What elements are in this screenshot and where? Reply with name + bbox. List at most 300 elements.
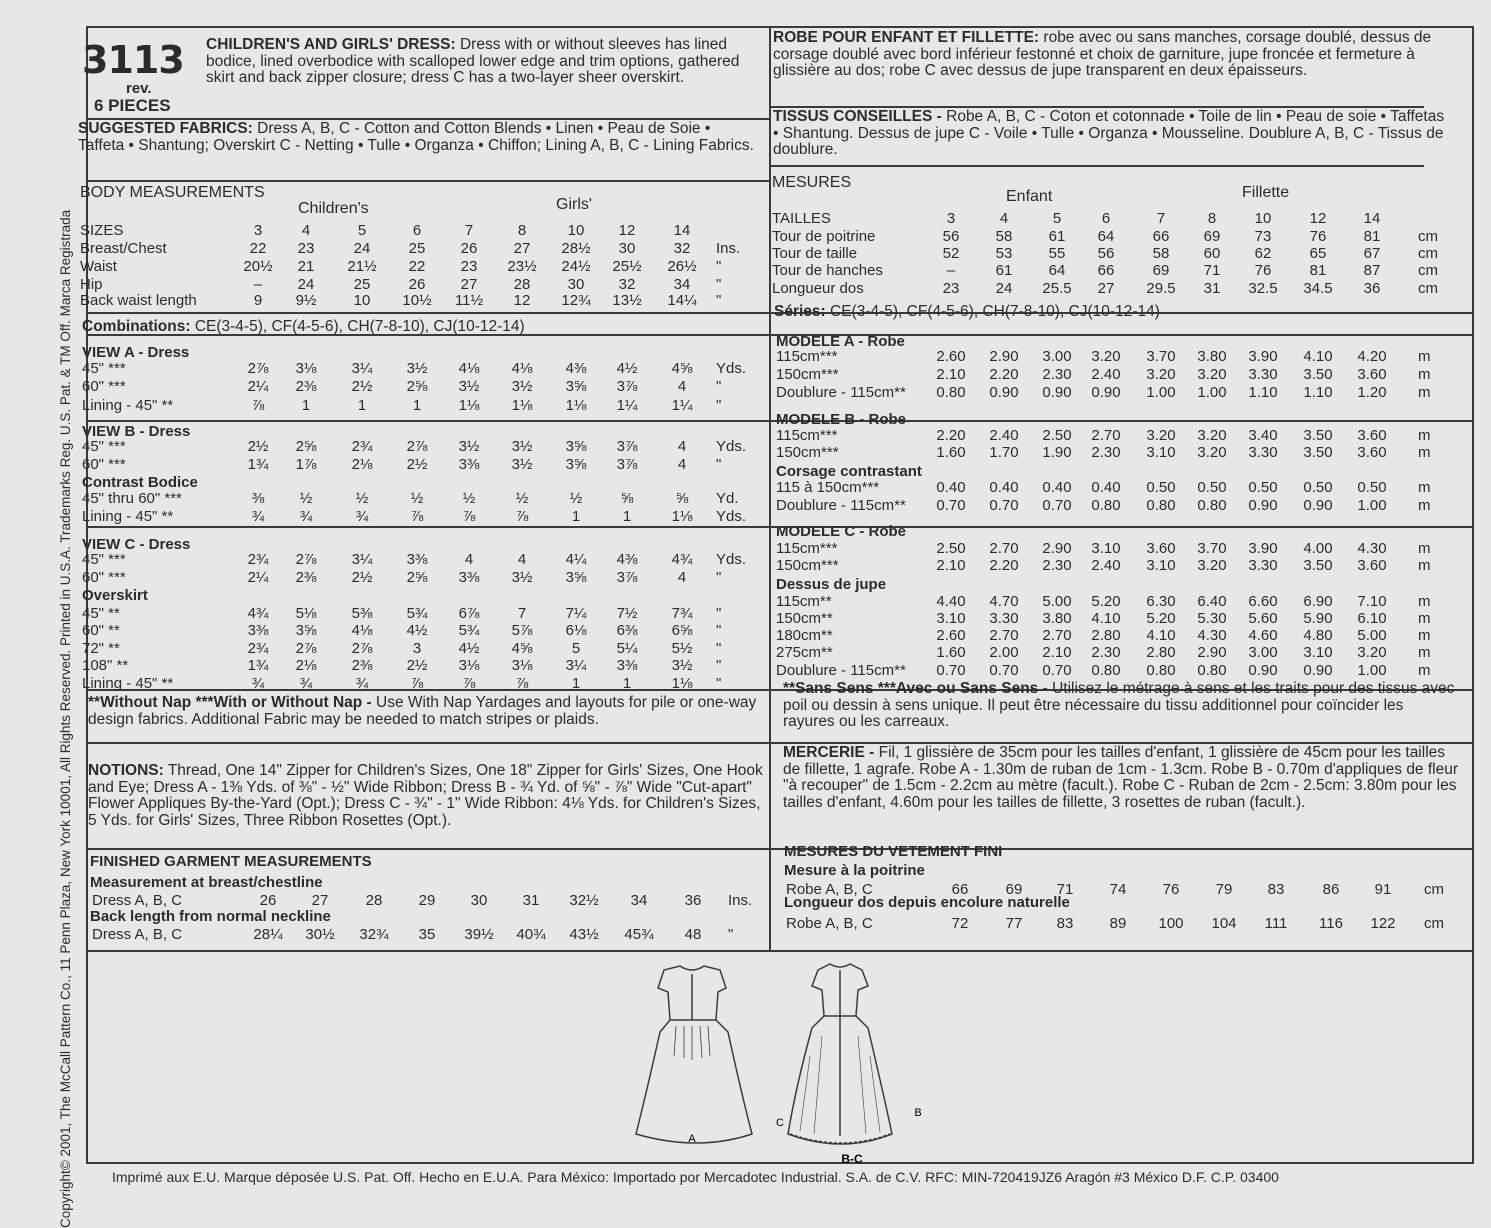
fr-yardage-row-label: Doublure - 115cm** [776, 662, 906, 679]
en-finished-cell: 28 [365, 892, 383, 909]
en-yardage-cell: 1 [622, 508, 632, 525]
fr-measure-title: MESURES [772, 174, 852, 191]
en-yardage-cell: 4⅝ [511, 640, 533, 657]
en-yardage-cell: 2⅜ [295, 569, 317, 586]
en-measure-cell: 10 [353, 292, 371, 309]
fr-title: ROBE POUR ENFANT ET FILLETTE: [773, 29, 1040, 46]
en-yardage-cell: 7 [517, 605, 527, 622]
en-yardage-cell: 3 [412, 640, 422, 657]
en-yardage-cell: 2¼ [247, 378, 269, 395]
en-measure-cell: 12 [513, 292, 531, 309]
fr-measure-cell: 81 [1363, 228, 1381, 245]
fr-measure-row [0, 245, 1480, 262]
en-yardage-row-label: Contrast Bodice [82, 474, 198, 491]
fr-yardage-cell: 0.80 [1197, 497, 1227, 514]
en-yardage-cell: ½ [462, 490, 476, 507]
fr-yardage-cell: 1.00 [1197, 384, 1227, 401]
en-yardage-cell: 2¾ [351, 438, 373, 455]
fr-yardage-cell: 4.00 [1303, 540, 1333, 557]
en-yardage-cell: ⅞ [410, 675, 424, 692]
en-yardage-cell: 1⅛ [565, 397, 587, 414]
en-yardage-row-label: 45" *** [82, 551, 126, 568]
en-finished-cell: 39½ [464, 926, 494, 943]
en-yardage-cell: 3½ [511, 456, 533, 473]
fr-yardage-unit: m [1418, 610, 1431, 627]
fr-yardage-cell: 3.40 [1248, 427, 1278, 444]
fr-yardage-cell: 2.80 [1091, 627, 1121, 644]
en-group-girls: Girls' [556, 196, 592, 213]
en-measure-cell: 11½ [454, 292, 484, 309]
en-yardage-cell: 1¼ [671, 397, 693, 414]
fr-yardage-cell: 2.20 [936, 427, 966, 444]
en-measure-cell: 24 [297, 276, 315, 293]
fr-yardage-cell: 4.10 [1303, 348, 1333, 365]
fr-notions-text: Fil, 1 glissière de 35cm pour les tailles d'enfant, 1 glissière de 45cm pour les tailles de fillette, 1 agrafe. Robe A - 1.30m de ruban de 1cm - 1.3cm. Robe B - 0.70m d'appliques de fleur "à recouper" de 1.5cm - 2.2cm au mètre (facult.). Robe C - Ruban de 2cm - 2.5cm: 3.80m pour les tailles d'enfant, 4.60m pour les tailles de fillette, 3 rosettes de ruban (facult.). [783, 744, 1459, 811]
en-yardage-cell: ¾ [251, 508, 265, 525]
en-yardage-cell: 4⅜ [616, 551, 638, 568]
fr-yardage-cell: 0.50 [1197, 479, 1227, 496]
fr-desc: robe avec ou sans manches, corsage doublé, dessus de corsage doublé avec bord inférieur festonné et choix de garniture, jupe froncée et fermeture à glissière au dos; robe C avec dessus de jupe transparent en deux épaisseurs. [773, 29, 1432, 79]
fr-yardage-cell: 5.20 [1091, 593, 1121, 610]
en-notions [88, 763, 764, 829]
en-nap-label: **Without Nap ***With or Without Nap - [88, 694, 372, 711]
en-measure-cell: 10 [567, 222, 585, 239]
en-measure-cell: 3 [253, 222, 263, 239]
fr-yardage-unit: m [1418, 627, 1431, 644]
en-yardage-cell: 1¾ [247, 657, 269, 674]
en-measure-row-label: Back waist length [80, 292, 197, 309]
fr-yardage-cell: 3.80 [1042, 610, 1072, 627]
fr-nap-label: **Sans Sens ***Avec ou Sans Sens - [783, 680, 1048, 697]
en-measure-title: BODY MEASUREMENTS [80, 184, 265, 201]
en-measure-cell: 10½ [402, 292, 432, 309]
fr-measure-row-label: Tour de poitrine [772, 228, 876, 245]
en-measure-cell: 14¼ [667, 292, 697, 309]
fr-yardage-cell: 3.90 [1248, 540, 1278, 557]
fr-yardage-row [0, 444, 1480, 461]
en-finished-cell: 36 [684, 892, 702, 909]
fr-measure-row [0, 210, 1480, 227]
en-measure-cell: 9 [253, 292, 263, 309]
en-fabrics [78, 121, 758, 154]
fr-yardage-row-label: 150cm** [776, 610, 833, 627]
fr-measure-unit: cm [1418, 228, 1438, 245]
en-finished-cell: 45¾ [624, 926, 654, 943]
fr-yardage-cell: 3.50 [1303, 366, 1333, 383]
en-yardage-cell: ⅞ [251, 397, 265, 414]
fr-fabrics-text: Robe A, B, C - Coton et cotonnade • Toile de lin • Peau de soie • Taffetas • Shantung. Dessus de jupe C - Voile • Tulle • Organza • Mousseline. Doublure A, B, C - Tissus de doublure. [773, 108, 1445, 158]
en-yardage-cell: 2⅛ [351, 456, 373, 473]
en-yardage-unit: " [716, 456, 722, 473]
pieces-label: 6 PIECES [94, 96, 171, 115]
en-measure-cell: 26½ [667, 258, 697, 275]
en-yardage-cell: 3⅜ [458, 456, 480, 473]
fr-yardage-cell: 3.30 [1248, 366, 1278, 383]
en-yardage-cell: 2¾ [247, 640, 269, 657]
en-yardage-cell: 1 [301, 397, 311, 414]
fr-yardage-unit: m [1418, 644, 1431, 661]
en-yardage-cell: 3½ [511, 569, 533, 586]
fr-finished-title: MESURES DU VETEMENT FINI [784, 843, 1003, 860]
en-measure-cell: 28 [513, 276, 531, 293]
fr-measure-cell: 25.5 [1042, 280, 1072, 297]
en-measure-cell: 25 [353, 276, 371, 293]
en-combinations [82, 318, 525, 335]
en-yardage-row-label: Lining - 45" ** [82, 675, 174, 692]
en-measure-row-label: Waist [80, 258, 117, 275]
fr-measure-unit: cm [1418, 262, 1438, 279]
en-measure-cell: 21½ [347, 258, 377, 275]
fr-measure-cell: 64 [1097, 228, 1115, 245]
en-yardage-cell: 7¾ [671, 605, 693, 622]
en-measure-unit: " [716, 258, 722, 275]
fr-measure-cell: 29.5 [1146, 280, 1176, 297]
fr-measure-cell: 5 [1052, 210, 1062, 227]
fr-finished-cell: 69 [1005, 881, 1023, 898]
en-finished-cell: 30½ [305, 926, 335, 943]
en-yardage-row-label: 45" ** [82, 605, 120, 622]
en-finished-row-label: Dress A, B, C [92, 892, 183, 909]
fr-yardage-unit: m [1418, 348, 1431, 365]
fr-measure-cell: 34.5 [1303, 280, 1333, 297]
fr-finished-row-label: Robe A, B, C [786, 915, 873, 932]
en-measure-cell: 32 [618, 276, 636, 293]
fr-finished-cell: 77 [1005, 915, 1023, 932]
fr-measure-cell: 7 [1156, 210, 1166, 227]
fr-finished-cell: 89 [1109, 915, 1127, 932]
label-c: C [776, 1117, 784, 1129]
fr-yardage-unit: m [1418, 366, 1431, 383]
fr-yardage-cell: 3.30 [1248, 444, 1278, 461]
fr-yardage-cell: 3.50 [1303, 444, 1333, 461]
fr-yardage-cell: 2.60 [936, 627, 966, 644]
fr-yardage-cell: 5.60 [1248, 610, 1278, 627]
en-yardage-cell: ½ [515, 490, 529, 507]
en-yardage-cell: 4 [677, 378, 687, 395]
en-measure-cell: 25 [408, 240, 426, 257]
fr-yardage-row-label: 150cm*** [776, 557, 839, 574]
fr-yardage-cell: 3.10 [1146, 444, 1176, 461]
en-finished-cell: 40¾ [516, 926, 546, 943]
fr-finished-cell: 76 [1162, 881, 1180, 898]
fr-yardage-cell: 2.30 [1042, 366, 1072, 383]
fr-notions-label: MERCERIE - [783, 744, 875, 761]
fr-yardage-cell: 1.10 [1303, 384, 1333, 401]
fr-yardage-row [0, 662, 1480, 679]
en-yardage-cell: 5 [571, 640, 581, 657]
fr-finished-cell: 100 [1158, 915, 1184, 932]
en-yardage-cell: 3⅛ [295, 360, 317, 377]
fr-yardage-unit: m [1418, 557, 1431, 574]
fr-measure-cell: 56 [1097, 245, 1115, 262]
en-yardage-cell: 6⅝ [671, 622, 693, 639]
en-nap [88, 695, 758, 728]
fr-measure-cell: 66 [1097, 262, 1115, 279]
fr-yardage-cell: 0.90 [1248, 497, 1278, 514]
fr-yardage-cell: 3.30 [1248, 557, 1278, 574]
en-finished-cell: 26 [259, 892, 277, 909]
fr-yardage-cell: 3.60 [1357, 427, 1387, 444]
fr-yardage-cell: 3.70 [1197, 540, 1227, 557]
fr-yardage-cell: 1.60 [936, 444, 966, 461]
fr-yardage-cell: 2.50 [936, 540, 966, 557]
fr-yardage-cell: 2.30 [1042, 557, 1072, 574]
fr-yardage-cell: 2.40 [1091, 366, 1121, 383]
fr-finished-cell: 66 [951, 881, 969, 898]
en-fabrics-text: Dress A, B, C - Cotton and Cotton Blends • Linen • Peau de Soie • Taffeta • Shantung; Overskirt C - Netting • Tulle • Organza • Chiffon; Lining A, B, C - Lining Fabrics. [78, 120, 754, 154]
fr-yardage-cell: 0.70 [936, 497, 966, 514]
en-yardage-cell: 5¾ [458, 622, 480, 639]
en-measure-cell: 4 [301, 222, 311, 239]
fr-yardage-row [0, 557, 1480, 574]
en-notions-text: Thread, One 14" Zipper for Children's Sizes, One 18" Zipper for Girls' Sizes, One Hook and Eye; Dress A - 1⅜ Yds. of ⅜" - ½" Wide Ribbon; Dress B - ¾ Yd. of ⅝" - ⅞" Wide "Cut-apart" Flower Appliques By-the-Yard (Opt.); Dress C - ¾" - 1" Wide Ribbon: 4⅛ Yds. for Children's Sizes, 5 Yds. for Girls' Sizes, Three Ribbon Rosettes (Opt.). [88, 762, 763, 829]
fr-finished-cell: 111 [1264, 915, 1288, 932]
en-yardage-cell: 4½ [458, 640, 480, 657]
en-nap-text: Use With Nap Yardages and layouts for pile or one-way design fabrics. Additional Fabric may be needed to match stripes or plaids. [88, 694, 757, 728]
fr-description [773, 30, 1451, 80]
fr-yardage-row [0, 540, 1480, 557]
en-yardage-cell: 2⅝ [295, 438, 317, 455]
fr-yardage-cell: 6.60 [1248, 593, 1278, 610]
fr-finished-cell: 79 [1215, 881, 1233, 898]
fr-yardage-row-label: 180cm** [776, 627, 833, 644]
fr-measure-row [0, 228, 1480, 245]
en-yardage-cell: 3⅝ [565, 569, 587, 586]
en-yardage-cell: ¾ [299, 675, 313, 692]
fr-finished-cell: 72 [951, 915, 969, 932]
fr-yardage-cell: 6.90 [1303, 593, 1333, 610]
fr-yardage-cell: 1.20 [1357, 384, 1387, 401]
fr-fabrics [773, 109, 1453, 159]
fr-yardage-cell: 1.90 [1042, 444, 1072, 461]
en-yardage-cell: 5⅛ [295, 605, 317, 622]
fr-yardage-row [0, 497, 1480, 514]
en-yardage-cell: 5¼ [616, 640, 638, 657]
fr-yardage-cell: 2.70 [1091, 427, 1121, 444]
fr-finished-row-label: Robe A, B, C [786, 881, 873, 898]
fr-yardage-row-label: 115cm** [776, 593, 832, 610]
fr-yardage-cell: 3.90 [1248, 348, 1278, 365]
en-yardage-unit: " [716, 675, 722, 692]
en-finished-sub1: Measurement at breast/chestline [90, 874, 323, 891]
fr-yardage-cell: 3.10 [1091, 540, 1121, 557]
en-yardage-unit: Yds. [716, 438, 747, 455]
en-yardage-cell: ⅜ [251, 490, 265, 507]
fr-measure-cell: 69 [1152, 262, 1170, 279]
fr-yardage-cell: 3.60 [1357, 557, 1387, 574]
fr-yardage-cell: 3.20 [1091, 348, 1121, 365]
fr-yardage-cell: 3.10 [936, 610, 966, 627]
label-bc: B-C [841, 1152, 863, 1166]
fr-measure-cell: 55 [1048, 245, 1066, 262]
en-yardage-cell: 2½ [247, 438, 269, 455]
en-measure-cell: 6 [412, 222, 422, 239]
en-finished-cell: 35 [418, 926, 436, 943]
label-a: A [688, 1133, 696, 1145]
fr-notions [783, 745, 1458, 811]
en-measure-unit: " [716, 276, 722, 293]
fr-yardage-unit: m [1418, 384, 1431, 401]
en-yardage-cell: 2⅝ [406, 378, 428, 395]
en-yardage-unit: " [716, 397, 722, 414]
fr-yardage-cell: 2.90 [1042, 540, 1072, 557]
fr-measure-cell: 76 [1309, 228, 1327, 245]
en-measure-cell: 21 [297, 258, 315, 275]
en-yardage-cell: ⅝ [675, 490, 689, 507]
fr-finished-row [0, 881, 1480, 898]
fr-yardage-row-label: 150cm*** [776, 444, 839, 461]
en-yardage-cell: 1 [357, 397, 367, 414]
en-yardage-cell: 3½ [511, 438, 533, 455]
divider [86, 848, 1474, 850]
en-yardage-cell: 3⅞ [616, 456, 638, 473]
en-measure-cell: 9½ [295, 292, 317, 309]
en-measure-cell: 13½ [612, 292, 642, 309]
fr-yardage-cell: 3.10 [1146, 557, 1176, 574]
en-measure-row-label: SIZES [80, 222, 124, 239]
fr-yardage-row [0, 463, 1480, 480]
dress-bc-back [788, 964, 892, 1144]
fr-yardage-cell: 4.30 [1357, 540, 1387, 557]
fr-measure-cell: 69 [1203, 228, 1221, 245]
en-yardage-cell: 1¾ [247, 456, 269, 473]
en-measure-cell: 23½ [507, 258, 537, 275]
fr-measure-row [0, 280, 1480, 297]
fr-yardage-cell: 4.70 [989, 593, 1019, 610]
en-yardage-cell: 3⅜ [458, 569, 480, 586]
en-yardage-cell: ⅞ [515, 675, 529, 692]
fr-yardage-cell: 2.90 [1197, 644, 1227, 661]
en-yardage-cell: ⅞ [515, 508, 529, 525]
fr-fabrics-label: TISSUS CONSEILLES - [773, 108, 942, 125]
en-measure-cell: 32 [673, 240, 691, 257]
en-measure-cell: 23 [297, 240, 315, 257]
en-yardage-cell: ⅞ [410, 508, 424, 525]
en-yardage-cell: 3⅞ [616, 378, 638, 395]
en-combinations-label: Combinations: [82, 318, 191, 335]
en-yardage-unit: " [716, 378, 722, 395]
fr-yardage-cell: 4.30 [1197, 627, 1227, 644]
fr-yardage-cell: 0.80 [1146, 497, 1176, 514]
en-yardage-cell: ½ [299, 490, 313, 507]
en-measure-unit: " [716, 292, 722, 309]
fr-yardage-cell: 0.80 [936, 384, 966, 401]
fr-measure-cell: 81 [1309, 262, 1327, 279]
en-measure-cell: 27 [513, 240, 531, 257]
en-yardage-cell: 1⅛ [458, 397, 480, 414]
fr-measure-cell: 60 [1203, 245, 1221, 262]
en-yardage-cell: 4¾ [247, 605, 269, 622]
en-measure-cell: 12¾ [561, 292, 591, 309]
fr-yardage-cell: 2.80 [1146, 644, 1176, 661]
fr-combinations-text: CE(3-4-5), CF(4-5-6), CH(7-8-10), CJ(10-12-14) [830, 303, 1160, 320]
en-desc: Dress with or without sleeves has lined bodice, lined overbodice with scalloped lower edge and trim options, gathered skirt and back zipper closure; dress C has a two-layer sheer overskirt. [206, 36, 740, 86]
en-yardage-cell: 1 [571, 508, 581, 525]
en-yardage-cell: ½ [355, 490, 369, 507]
en-yardage-unit: " [716, 605, 722, 622]
fr-measure-cell: 3 [946, 210, 956, 227]
en-yardage-cell: 4⅛ [511, 360, 533, 377]
en-yardage-cell: 5⅜ [351, 605, 373, 622]
pattern-number: 3113 [82, 38, 184, 82]
fr-yardage-cell: 0.90 [1091, 384, 1121, 401]
en-yardage-cell: 1⅛ [511, 397, 533, 414]
en-measure-cell: 23 [460, 258, 478, 275]
fr-group-children: Enfant [1006, 188, 1053, 205]
fr-yardage-cell: 2.20 [989, 557, 1019, 574]
fr-measure-cell: 61 [1048, 228, 1066, 245]
en-yardage-cell: 3⅝ [295, 622, 317, 639]
en-yardage-cell: ¾ [251, 675, 265, 692]
en-yardage-cell: 2⅞ [295, 551, 317, 568]
fr-yardage-cell: 5.90 [1303, 610, 1333, 627]
en-finished-cell: 34 [630, 892, 648, 909]
en-yardage-cell: 3⅜ [247, 622, 269, 639]
fr-yardage-cell: 0.50 [1357, 479, 1387, 496]
fr-measure-cell: 12 [1309, 210, 1327, 227]
fr-yardage-cell: 3.70 [1146, 348, 1176, 365]
fr-yardage-cell: 3.20 [1197, 427, 1227, 444]
fr-measure-cell: 36 [1363, 280, 1381, 297]
fr-finished-sub2: Longueur dos depuis encolure naturelle [784, 894, 1070, 911]
en-yardage-cell: 5¾ [406, 605, 428, 622]
en-yardage-cell: 2⅞ [351, 640, 373, 657]
en-yardage-cell: 3⅜ [616, 657, 638, 674]
fr-measure-cell: 10 [1254, 210, 1272, 227]
en-group-children: Children's [298, 200, 369, 217]
fr-finished-row [0, 915, 1480, 932]
fr-yardage-cell: 5.00 [1042, 593, 1072, 610]
en-yardage-cell: 3⅝ [565, 378, 587, 395]
en-yardage-cell: 3¼ [565, 657, 587, 674]
fr-measure-cell: 67 [1363, 245, 1381, 262]
fr-yardage-cell: 0.50 [1146, 479, 1176, 496]
en-yardage-cell: 3⅝ [565, 456, 587, 473]
fr-yardage-cell: 3.60 [1357, 366, 1387, 383]
en-yardage-cell: 3¼ [351, 551, 373, 568]
fr-yardage-row [0, 576, 1480, 593]
en-yardage-cell: 4⅜ [565, 360, 587, 377]
fr-measure-cell: 56 [942, 228, 960, 245]
en-yardage-row-label: 60" ** [82, 622, 120, 639]
fr-measure-cell: 52 [942, 245, 960, 262]
en-yardage-cell: 2½ [351, 569, 373, 586]
en-measure-row-label: Hip [80, 276, 103, 293]
fr-yardage-unit: m [1418, 593, 1431, 610]
en-yardage-cell: 6⅛ [565, 622, 587, 639]
fr-yardage-cell: 3.60 [1357, 444, 1387, 461]
en-yardage-cell: 4¾ [671, 551, 693, 568]
en-measure-cell: 30 [567, 276, 585, 293]
en-yardage-cell: 3½ [406, 360, 428, 377]
fr-yardage-cell: 0.90 [1303, 497, 1333, 514]
fr-yardage-cell: 6.30 [1146, 593, 1176, 610]
fr-yardage-cell: 0.70 [936, 662, 966, 679]
fr-yardage-row-label: Corsage contrastant [776, 463, 922, 480]
en-yardage-cell: ¾ [355, 675, 369, 692]
en-yardage-cell: 4 [677, 438, 687, 455]
en-finished-cell: 43½ [569, 926, 599, 943]
en-yardage-row-label: 45" thru 60" *** [82, 490, 182, 507]
en-title: CHILDREN'S AND GIRLS' DRESS: [206, 36, 456, 53]
en-yardage-cell: 2½ [406, 657, 428, 674]
fr-yardage-title: MODELE A - Robe [776, 333, 905, 350]
en-measure-cell: 22 [408, 258, 426, 275]
en-yardage-cell: 1¼ [616, 397, 638, 414]
fr-measure-cell: 58 [1152, 245, 1170, 262]
en-yardage-unit: " [716, 622, 722, 639]
en-yardage-cell: ⅞ [462, 675, 476, 692]
